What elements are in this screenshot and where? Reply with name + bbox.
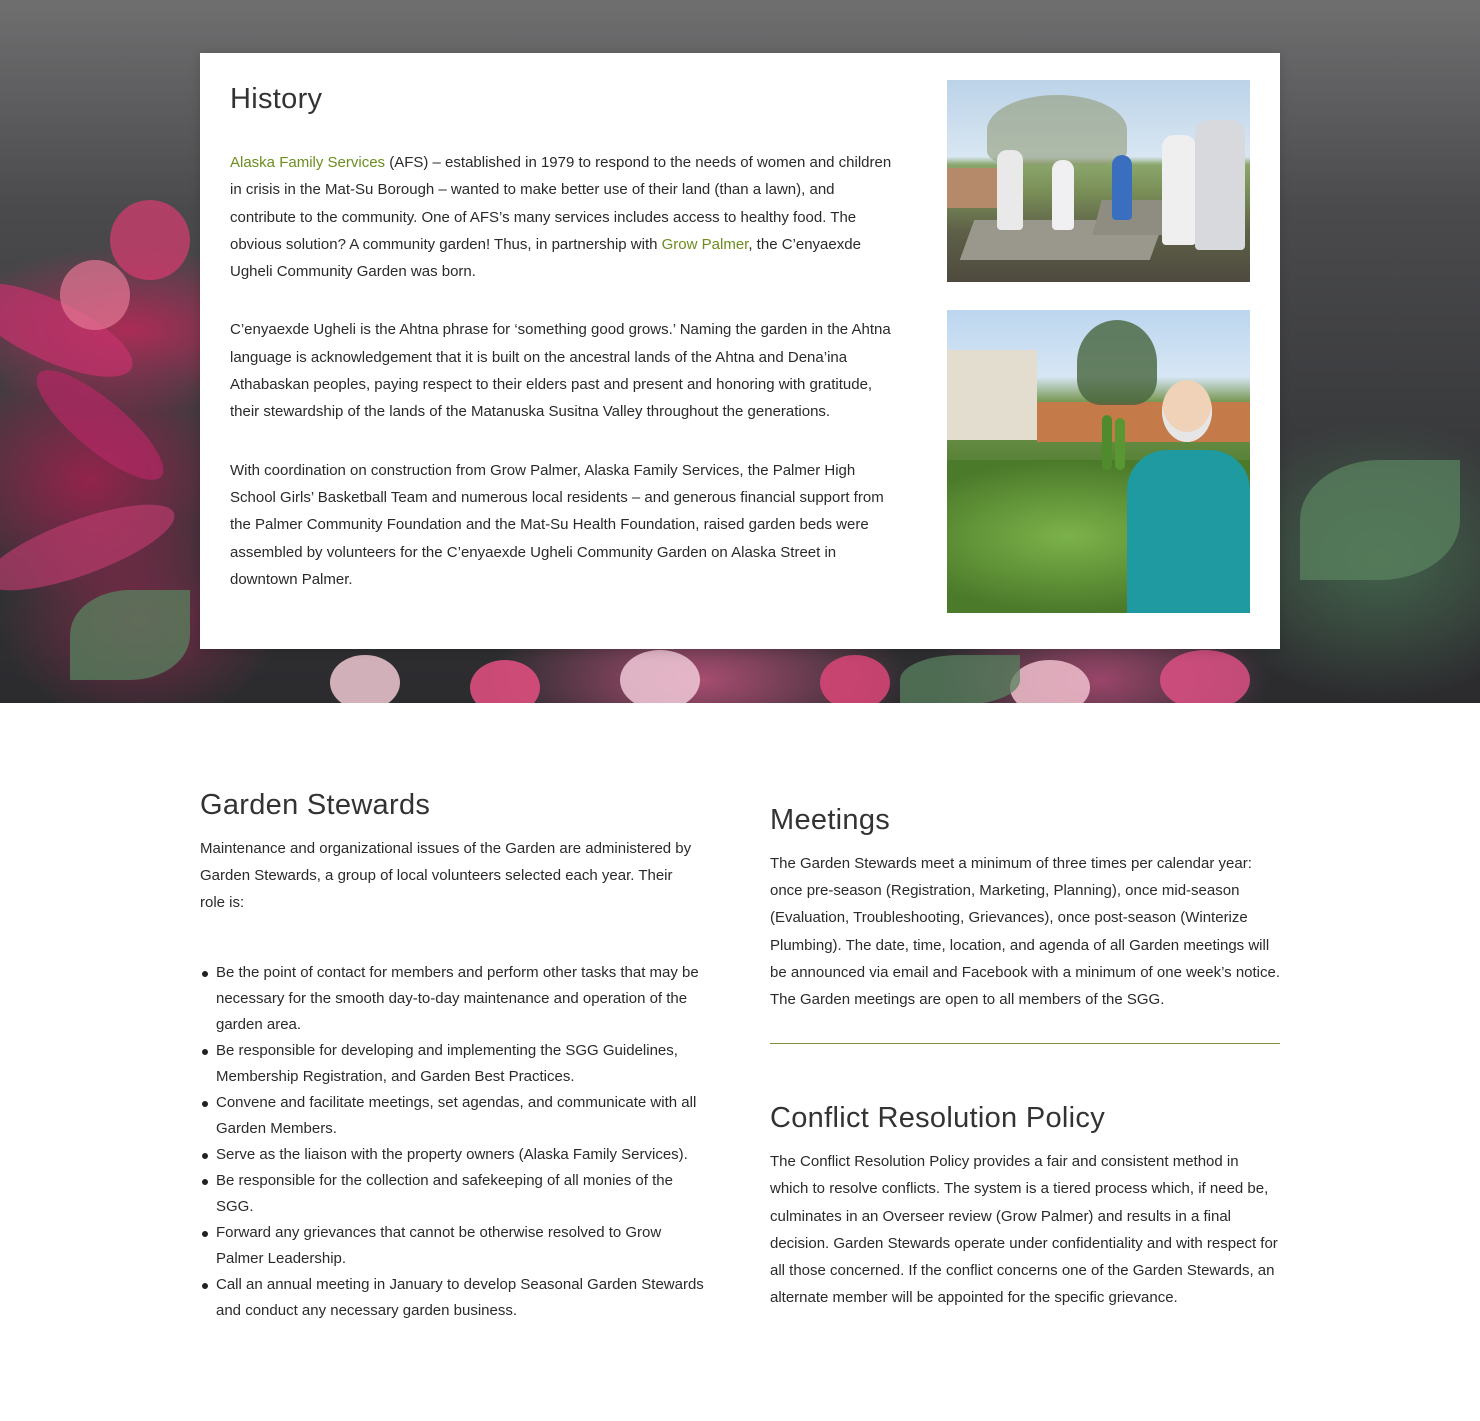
radish-decor (820, 655, 890, 703)
meetings-section (770, 801, 1280, 1013)
grow-palmer-link[interactable]: Grow Palmer (661, 235, 749, 253)
conflict-resolution-title: Conflict Resolution Policy (770, 1102, 1105, 1135)
fence-decor (1037, 402, 1250, 442)
garden-stewards-intro: Maintenance and organizational issues of the Garden are administered by Garden Stewards, a group of local volunteers selected each year. Their role is: (200, 840, 692, 912)
conflict-resolution-text: The Conflict Resolution Policy provides a fair and consistent method in which to resolve conflicts. The system is a tiered process which, if need be, culminates in an Overseer review (Grow Palmer) and results in a final decision. Garden Stewards operate under confidentiality and with respect for all those concerned. If the conflict concerns one of the Garden Stewards, an alternate member will be appointed for the specific grievance. (770, 1153, 1278, 1307)
radish-decor (620, 650, 700, 703)
person-decor (1127, 450, 1250, 613)
list-item: Be responsible for the collection and safekeeping of all monies of the SGG. (200, 1168, 710, 1220)
tree-decor (1077, 320, 1157, 405)
meetings-text: The Garden Stewards meet a minimum of three times per calendar year: once pre-season (Registration, Marketing, Planning), once mid-season (Evaluation, Troubleshooting, Grievances), once post-season (Winterize Plumbing). The date, time, location, and agenda of all Garden meetings will be announced via email and Facebook with a minimum of one week’s notice. The Garden meetings are open to all members of the SGG. (770, 855, 1281, 1009)
history-paragraph-1-text-a: (AFS) – established in 1979 to respond to the needs of women and children in crisis in the Mat-Su Borough – wanted to make better use of their land (than a lawn), and contribute to the community. One of AFS’s many services includes access to healthy food. The obvious solution? A community garden! Thus, in partnership with (230, 154, 892, 253)
radish-decor (110, 200, 190, 280)
meetings-title: Meetings (770, 804, 891, 836)
leaf-decor (1300, 460, 1460, 580)
person-decor (997, 150, 1023, 230)
history-paragraph-3: With coordination on construction from Grow Palmer, Alaska Family Services, the Palmer High School Girls’ Basketball Team and numerous local residents – and generous financial support from the Palmer Community Foundation and the Mat-Su Health Foundation, raised garden beds were assembled by volunteers for the C’enyaexde Ugheli Community Garden on Alaska Street in downtown Palmer. (230, 461, 884, 588)
house-decor (947, 350, 1037, 440)
zucchini-decor (1102, 415, 1112, 470)
person-decor (1052, 160, 1074, 230)
person-decor (1195, 120, 1245, 250)
leaf-decor (900, 655, 1020, 703)
alaska-family-services-link[interactable]: Alaska Family Services (230, 154, 386, 171)
list-item: Serve as the liaison with the property owners (Alaska Family Services). (200, 1142, 710, 1168)
volunteers-photo (947, 80, 1250, 282)
zucchini-decor (1115, 418, 1125, 470)
history-card (200, 53, 1280, 649)
radish-decor (1160, 650, 1250, 703)
person-head-decor (1162, 380, 1212, 442)
garden-stewards-title: Garden Stewards (200, 789, 431, 821)
history-paragraph-1-text-b: , the C’enyaexde Ugheli Community Garden was born. (230, 235, 861, 281)
radish-decor (470, 660, 540, 703)
history-paragraph-2: C’enyaexde Ugheli is the Ahtna phrase for ‘something good grows.’ Naming the garden in the Ahtna language is acknowledgement that it is built on the ancestral lands of the Ahtna and Dena’ina Athabaskan peoples, paying respect to their elders past and present and honoring with gratitude, their stewardship of the lands of the Matanuska Susitna Valley throughout the generations. (230, 321, 891, 421)
list-item: Forward any grievances that cannot be otherwise resolved to Grow Palmer Leadership. (200, 1220, 710, 1272)
history-paragraph-1 (230, 149, 896, 285)
history-text (230, 149, 896, 624)
section-divider (770, 1043, 1280, 1044)
list-item: Be responsible for developing and implementing the SGG Guidelines, Membership Registration, and Garden Best Practices. (200, 1038, 710, 1090)
list-item: Be the point of contact for members and perform other tasks that may be necessary for the smooth day-to-day maintenance and operation of the garden area. (200, 960, 710, 1038)
radish-decor (330, 655, 400, 703)
conflict-resolution-section (770, 1099, 1280, 1311)
radish-decor (60, 260, 130, 330)
steward-roles-list (200, 960, 710, 1324)
hero-background (0, 0, 1480, 703)
radish-decor (1010, 660, 1090, 703)
list-item: Convene and facilitate meetings, set agendas, and communicate with all Garden Members. (200, 1090, 710, 1142)
person-decor (1162, 135, 1196, 245)
history-title: History (230, 83, 323, 115)
list-item: Call an annual meeting in January to develop Seasonal Garden Stewards and conduct any necessary garden business. (200, 1272, 710, 1324)
garden-stewards-section (200, 786, 720, 1324)
leaf-decor (70, 590, 190, 680)
gardener-photo (947, 310, 1250, 613)
meetings-conflict-column (770, 801, 1280, 1311)
person-decor (1112, 155, 1132, 220)
